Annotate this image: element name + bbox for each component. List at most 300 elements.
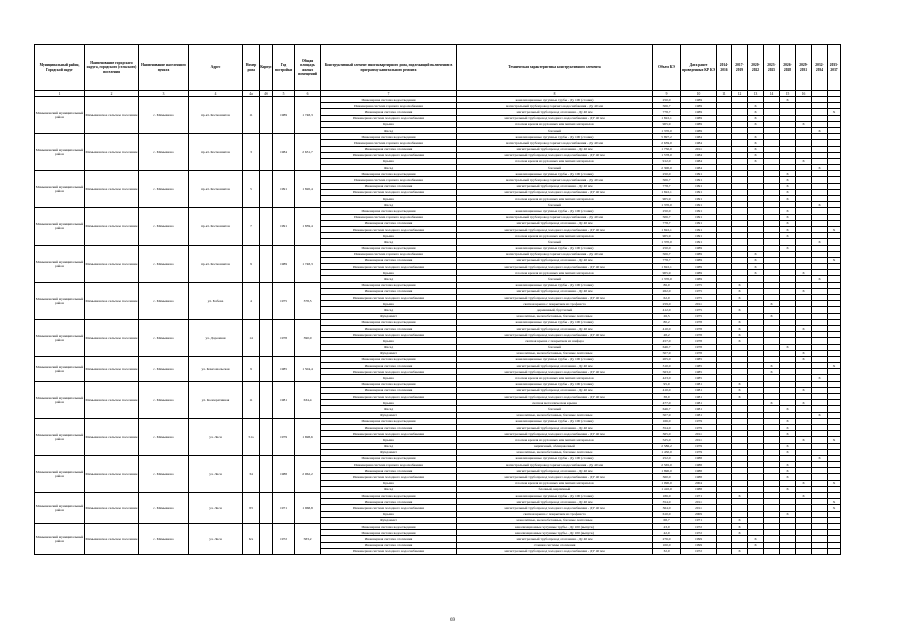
house-building (260, 134, 273, 171)
house-house: 4 (243, 282, 260, 319)
period-mark: X (828, 437, 841, 443)
period-mark: X (780, 183, 796, 189)
period-mark: X (796, 493, 812, 499)
last-repair-date: 1991 (681, 202, 717, 208)
last-repair-date: 1988 (681, 455, 717, 461)
period-mark: X (812, 375, 828, 381)
period-mark: X (748, 264, 764, 270)
period-mark: X (732, 387, 748, 393)
element-characteristic: скатная металлическая крыша (457, 400, 653, 406)
element-volume: 2 300,0 (653, 165, 681, 171)
capital-repair-table (34, 44, 841, 555)
period-mark: X (732, 282, 748, 288)
house-area: 1 968,8 (295, 493, 321, 524)
element-name: Инженерная система водоотведения (321, 356, 457, 362)
period-mark: X (812, 202, 828, 208)
element-volume: 778,7 (653, 109, 681, 115)
house-year: 1985 (273, 356, 295, 381)
period-mark: X (812, 455, 828, 461)
element-volume: 778,7 (653, 220, 681, 226)
period-mark: X (796, 480, 812, 486)
element-name: Фасад (321, 165, 457, 171)
house-building (260, 356, 273, 381)
element-name: Инженерная система горячего водоснабжения (321, 251, 457, 257)
period-mark: X (732, 394, 748, 400)
element-volume: 250,0 (653, 245, 681, 251)
period-mark: X (828, 480, 841, 486)
element-volume: 1 578,0 (653, 152, 681, 158)
column-header: Наименование населенного пункта (139, 45, 189, 91)
element-name: Фасад (321, 406, 457, 412)
house-settlement: Мамьяновское сельское поселение (85, 208, 139, 245)
period-mark: X (812, 127, 828, 133)
element-characteristic: скатная крыша с покрытием из шифера (457, 338, 653, 344)
last-repair-date: 1989 (681, 115, 717, 121)
element-name: Инженерная система отопления (321, 257, 457, 263)
period-mark: X (748, 115, 764, 121)
period-mark: X (828, 505, 841, 511)
house-house: 83 (243, 493, 260, 524)
element-name: Инженерная система отопления (321, 363, 457, 369)
element-volume: 1 822,1 (653, 226, 681, 232)
house-year: 1989 (273, 97, 295, 134)
last-repair-date: 1985 (681, 369, 717, 375)
last-repair-date: 2011 (681, 431, 717, 437)
last-repair-date: 1999 (681, 536, 717, 542)
element-name: Крыша (321, 121, 457, 127)
period-mark: X (732, 548, 748, 554)
house-district: Мамьяновский муниципальный район (35, 282, 85, 319)
element-characteristic: блочный, кирпичный (457, 486, 653, 492)
element-volume: 477,0 (653, 400, 681, 406)
period-mark: X (764, 369, 780, 375)
element-characteristic: канализационные чугунные трубы - Дy 100 (выпуск) (457, 530, 653, 536)
col-num: 4 (189, 91, 243, 97)
house-street: ул. Лесн (189, 493, 243, 524)
element-volume: 646,7 (653, 344, 681, 350)
house-locality: с. Мамьяново (139, 455, 189, 492)
element-name: Фасад (321, 307, 457, 313)
element-volume: 506,7 (653, 214, 681, 220)
element-characteristic: магистральный трубопровод отопления - Дy 40 мм (457, 257, 653, 263)
house-building (260, 418, 273, 455)
element-characteristic: магистральный трубопровод отопления - Дy 40 мм (457, 146, 653, 152)
element-name: Инженерная система холодного водоснабжения (321, 548, 457, 554)
house-area: 1 504,4 (295, 356, 321, 381)
element-name: Крыша (321, 196, 457, 202)
element-name: Инженерная система горячего водоснабжения (321, 177, 457, 183)
house-area: 583,2 (295, 523, 321, 554)
element-name: Крыша (321, 233, 457, 239)
element-volume: 1 822,1 (653, 115, 681, 121)
last-repair-date: 1985 (681, 375, 717, 381)
element-name: Инженерная система отопления (321, 220, 457, 226)
page-number: 69 (450, 618, 455, 623)
house-settlement: Мамьяновское сельское поселение (85, 97, 139, 134)
house-street: пр-кт. Космонавтов (189, 97, 243, 134)
period-mark: X (748, 103, 764, 109)
house-locality: с. Мамьяново (139, 171, 189, 208)
column-header: Общая площадь жилых помещений (295, 45, 321, 91)
house-locality: с. Мамьяново (139, 356, 189, 381)
period-mark: X (732, 307, 748, 313)
last-repair-date: 1981 (681, 406, 717, 412)
element-name: Крыша (321, 511, 457, 517)
house-house: 51а (243, 418, 260, 455)
col-num: 14 (764, 91, 780, 97)
period-mark: X (780, 177, 796, 183)
element-characteristic: монолитные, железобетонные, блочные ленточные (457, 449, 653, 455)
element-volume: 778,7 (653, 183, 681, 189)
last-repair-date: 1979 (681, 418, 717, 424)
element-volume: 310,0 (653, 363, 681, 369)
element-characteristic: магистральный трубопровод отопления - Дy 40 мм (457, 183, 653, 189)
element-name: Фундамент (321, 313, 457, 319)
house-area: 1 839,4 (295, 208, 321, 245)
element-volume: 507,9 (653, 412, 681, 418)
period-mark: X (732, 338, 748, 344)
element-volume: 43,0 (653, 523, 681, 529)
period-mark (717, 548, 732, 554)
column-header: Конструктивный элемент многоквартирного дома, подлежащий включению в программу капитального ремонта (321, 45, 457, 91)
last-repair-date: 1988 (681, 468, 717, 474)
last-repair-date: 1991 (681, 214, 717, 220)
element-volume: 1 370,0 (653, 239, 681, 245)
element-volume: 1 890,0 (653, 468, 681, 474)
element-name: Инженерная система водоотведения (321, 493, 457, 499)
period-mark: X (796, 158, 812, 164)
last-repair-date: 2011 (681, 505, 717, 511)
house-year: 1989 (273, 245, 295, 282)
element-volume: 506,7 (653, 251, 681, 257)
house-district: Мамьяновский муниципальный район (35, 455, 85, 492)
period-mark: X (764, 313, 780, 319)
element-name: Фундамент (321, 449, 457, 455)
last-repair-date: 1989 (681, 127, 717, 133)
column-header: Корпус (260, 45, 273, 91)
element-volume: 905,9 (653, 270, 681, 276)
col-num: 12 (732, 91, 748, 97)
element-volume: 410,0 (653, 325, 681, 331)
house-year: 1971 (273, 493, 295, 524)
period-mark: X (828, 499, 841, 505)
element-name: Инженерная система горячего водоснабжения (321, 214, 457, 220)
element-volume: 259,0 (653, 301, 681, 307)
element-characteristic: плоская кровля из рулонных или мягких материалов (457, 233, 653, 239)
element-characteristic: блочный (457, 344, 653, 350)
element-characteristic: плоская кровля из рулонных или мягких материалов (457, 158, 653, 164)
element-volume: 2 639,0 (653, 140, 681, 146)
period-mark: X (780, 220, 796, 226)
period-mark: X (780, 189, 796, 195)
period-mark: X (780, 344, 796, 350)
element-characteristic: магистральный трубопровод горячего водоснабжения - Дy 40 мм (457, 462, 653, 468)
period-mark: X (748, 140, 764, 146)
element-characteristic: магистральный трубопровод холодного водоснабжения - ДУ 40 мм (457, 189, 653, 195)
element-volume: 250,0 (653, 208, 681, 214)
house-locality: с. Мамьяново (139, 493, 189, 524)
col-num: 9 (653, 91, 681, 97)
element-volume: 457,0 (653, 338, 681, 344)
last-repair-date: 2009 (681, 511, 717, 517)
house-year: 1972 (273, 523, 295, 554)
period-mark: X (796, 387, 812, 393)
element-volume: 2 586,2 (653, 443, 681, 449)
element-name: Фасад (321, 127, 457, 133)
element-volume: 1 370,0 (653, 127, 681, 133)
house-locality: с. Мамьяново (139, 134, 189, 171)
column-header: Объем КЭ (653, 45, 681, 91)
element-volume: 48,2 (653, 332, 681, 338)
house-street: пр-кт. Космонавтов (189, 208, 243, 245)
col-num: 10 (681, 91, 717, 97)
period-mark: X (748, 257, 764, 263)
house-year: 1978 (273, 319, 295, 356)
column-header: 2035-2037 (828, 45, 841, 91)
last-repair-date: 1991 (681, 208, 717, 214)
last-repair-date: 1975 (681, 307, 717, 313)
last-repair-date: 1988 (681, 462, 717, 468)
last-repair-date: 1978 (681, 325, 717, 331)
column-header: Год постройки (273, 45, 295, 91)
element-name: Инженерная система отопления (321, 146, 457, 152)
house-street: ул. Лесн (189, 455, 243, 492)
element-name: Крыша (321, 338, 457, 344)
column-header: Муниципальный район, Городской округ (35, 45, 85, 91)
col-num: 4а (243, 91, 260, 97)
last-repair-date: 1971 (681, 493, 717, 499)
element-volume: 1 410,0 (653, 486, 681, 492)
element-name: Инженерная система холодного водоснабжения (321, 474, 457, 480)
element-characteristic: магистральный трубопровод отопления - Дy 40 мм (457, 288, 653, 294)
element-characteristic: магистральный трубопровод отопления - Дy 40 мм (457, 536, 653, 542)
element-name: Инженерная система водоотведения (321, 282, 457, 288)
table-body (35, 97, 841, 555)
element-characteristic: магистральный трубопровод отопления - Дy 40 мм (457, 387, 653, 393)
last-repair-date: 1975 (681, 288, 717, 294)
last-repair-date: 1991 (681, 196, 717, 202)
element-characteristic: магистральный трубопровод холодного водоснабжения - ДУ 40 мм (457, 115, 653, 121)
last-repair-date: 1991 (681, 183, 717, 189)
element-characteristic: магистральный трубопровод холодного водоснабжения - ДУ 40 мм (457, 394, 653, 400)
element-name: Фасад (321, 202, 457, 208)
house-house: 7 (243, 208, 260, 245)
element-name: Инженерная система холодного водоснабжения (321, 369, 457, 375)
col-num: 3 (139, 91, 189, 97)
house-area: 2 631,7 (295, 134, 321, 171)
element-characteristic: магистральный трубопровод холодного водоснабжения - ДУ 40 мм (457, 474, 653, 480)
period-mark: X (780, 449, 796, 455)
last-repair-date: 1989 (681, 103, 717, 109)
period-mark: X (796, 288, 812, 294)
last-repair-date: 1984 (681, 165, 717, 171)
house-settlement: Мамьяновское сельское поселение (85, 319, 139, 356)
last-repair-date: 1975 (681, 282, 717, 288)
period-mark: X (764, 301, 780, 307)
element-characteristic: плоская кровля из рулонных или мягких материалов (457, 121, 653, 127)
period-mark: X (796, 350, 812, 356)
period-mark: X (780, 214, 796, 220)
period-mark: X (796, 325, 812, 331)
house-settlement: Мамьяновское сельское поселение (85, 134, 139, 171)
period-mark (796, 548, 812, 554)
house-district: Мамьяновский муниципальный район (35, 245, 85, 282)
house-area: 634,4 (295, 381, 321, 418)
last-repair-date: 1991 (681, 220, 717, 226)
element-volume: 1 090,0 (653, 480, 681, 486)
element-volume: 32,0 (653, 548, 681, 554)
period-mark: X (780, 486, 796, 492)
period-mark: X (732, 295, 748, 301)
element-name: Инженерная система холодного водоснабжения (321, 189, 457, 195)
element-characteristic: магистральный трубопровод холодного водоснабжения - ДУ 40 мм (457, 548, 653, 554)
house-street: ул. Лесн (189, 418, 243, 455)
element-volume: 250,0 (653, 97, 681, 103)
element-characteristic: блочный (457, 239, 653, 245)
element-characteristic: блочный (457, 127, 653, 133)
element-name: Крыша (321, 480, 457, 486)
house-year: 1979 (273, 418, 295, 455)
house-house: 3 (243, 134, 260, 171)
house-area: 1 748,3 (295, 245, 321, 282)
period-mark: X (812, 239, 828, 245)
element-name: Фундамент (321, 412, 457, 418)
period-mark: X (812, 412, 828, 418)
element-volume: 252,0 (653, 455, 681, 461)
element-name: Инженерная система холодного водоснабжения (321, 264, 457, 270)
period-mark: X (796, 270, 812, 276)
element-characteristic: канализационные чугунные трубы - Дy 100 (стояки) (457, 171, 653, 177)
element-volume: 507,9 (653, 350, 681, 356)
element-characteristic: магистральный трубопровод холодного водоснабжения - ДУ 40 мм (457, 152, 653, 158)
house-area: 1 820,4 (295, 171, 321, 208)
element-characteristic: канализационные чугунные трубы - Дy 100 (стояки) (457, 493, 653, 499)
last-repair-date: 1985 (681, 356, 717, 362)
element-name: Крыша (321, 270, 457, 276)
last-repair-date: 1989 (681, 109, 717, 115)
house-building (260, 171, 273, 208)
col-num: 4б (260, 91, 273, 97)
house-year: 1975 (273, 282, 295, 319)
element-volume: 262,0 (653, 288, 681, 294)
element-name: Фундамент (321, 517, 457, 523)
element-characteristic: стоянки системы отопления (457, 542, 653, 548)
column-header: Адрес (189, 45, 243, 91)
house-building (260, 97, 273, 134)
period-mark: X (732, 523, 748, 529)
period-mark: X (780, 245, 796, 251)
element-characteristic: монолитные, железобетонные, блочные ленточные (457, 412, 653, 418)
element-characteristic: блочный (457, 202, 653, 208)
period-mark: X (748, 536, 764, 542)
house-settlement: Мамьяновское сельское поселение (85, 356, 139, 381)
element-characteristic: блочный (457, 165, 653, 171)
last-repair-date: 1984 (681, 158, 717, 164)
period-mark: X (780, 226, 796, 232)
element-name: Инженерная система горячего водоснабжения (321, 103, 457, 109)
period-mark: X (748, 152, 764, 158)
element-characteristic: магистральный трубопровод отопления - Дy 40 мм (457, 109, 653, 115)
element-name: Инженерная система горячего водоснабжения (321, 462, 457, 468)
period-mark: X (780, 171, 796, 177)
house-locality: с. Мамьяново (139, 97, 189, 134)
period-mark: X (780, 468, 796, 474)
house-settlement: Мамьяновское сельское поселение (85, 418, 139, 455)
last-repair-date: 1984 (681, 140, 717, 146)
period-mark (812, 548, 828, 554)
element-characteristic: магистральный трубопровод холодного водоснабжения - ДУ 40 мм (457, 295, 653, 301)
element-name: Инженерная система водоотведения (321, 97, 457, 103)
last-repair-date: 1972 (681, 530, 717, 536)
last-repair-date: 1989 (681, 276, 717, 282)
element-name: Инженерная система холодного водоснабжения (321, 152, 457, 158)
last-repair-date: 1991 (681, 233, 717, 239)
house-street: пр-кт. Космонавтов (189, 171, 243, 208)
last-repair-date: 1991 (681, 189, 717, 195)
house-area: 390,0 (295, 319, 321, 356)
house-locality: с. Мамьяново (139, 381, 189, 418)
element-name: Крыша (321, 301, 457, 307)
column-header: Наименование городского округа, городского (сельского) поселения (85, 45, 139, 91)
element-volume: 42,0 (653, 530, 681, 536)
last-repair-date: 1999 (681, 542, 717, 548)
last-repair-date: 1989 (681, 245, 717, 251)
period-mark: X (828, 109, 841, 115)
house-building (260, 493, 273, 524)
element-volume: 205,0 (653, 356, 681, 362)
element-volume: 365,0 (653, 431, 681, 437)
last-repair-date: 1981 (681, 394, 717, 400)
element-name: Крыша (321, 437, 457, 443)
element-characteristic: магистральный трубопровод горячего водоснабжения - Дy 40 мм (457, 140, 653, 146)
house-settlement: Мамьяновское сельское поселение (85, 523, 139, 554)
element-name: Инженерная система отопления (321, 183, 457, 189)
period-mark: X (780, 431, 796, 437)
element-volume: 506,7 (653, 103, 681, 109)
element-volume: 1 370,0 (653, 276, 681, 282)
period-mark: X (812, 165, 828, 171)
period-mark: X (732, 493, 748, 499)
element-name: Инженерная система отопления (321, 387, 457, 393)
last-repair-date: 1975 (681, 295, 717, 301)
element-name: Крыша (321, 158, 457, 164)
last-repair-date: 1978 (681, 338, 717, 344)
last-repair-date: 1979 (681, 449, 717, 455)
house-settlement: Мамьяновское сельское поселение (85, 455, 139, 492)
element-name: Инженерная система отопления (321, 424, 457, 430)
last-repair-date: 1981 (681, 400, 717, 406)
element-name: Инженерная система холодного водоснабжения (321, 115, 457, 121)
element-characteristic: кирпичный, облицовочный (457, 443, 653, 449)
element-characteristic: блочный (457, 276, 653, 282)
house-building (260, 208, 273, 245)
element-name: Фундамент (321, 350, 457, 356)
element-characteristic: плоская кровля из рулонных или мягких материалов (457, 480, 653, 486)
last-repair-date: 1978 (681, 319, 717, 325)
last-repair-date: 1979 (681, 443, 717, 449)
element-volume: 68,7 (653, 517, 681, 523)
house-year: 1991 (273, 208, 295, 245)
element-characteristic: канализационные чугунные трубы - Дy 100 (стояки) (457, 282, 653, 288)
col-num: 2 (85, 91, 139, 97)
house-house: 14 (243, 319, 260, 356)
element-name: Инженерная система отопления (321, 499, 457, 505)
element-characteristic: канализационные чугунные трубы - Дy 100 (стояки) (457, 381, 653, 387)
element-volume: 360,0 (653, 474, 681, 480)
period-mark: X (748, 134, 764, 140)
element-characteristic: деревянный, брусчатый (457, 307, 653, 313)
period-mark: X (732, 381, 748, 387)
